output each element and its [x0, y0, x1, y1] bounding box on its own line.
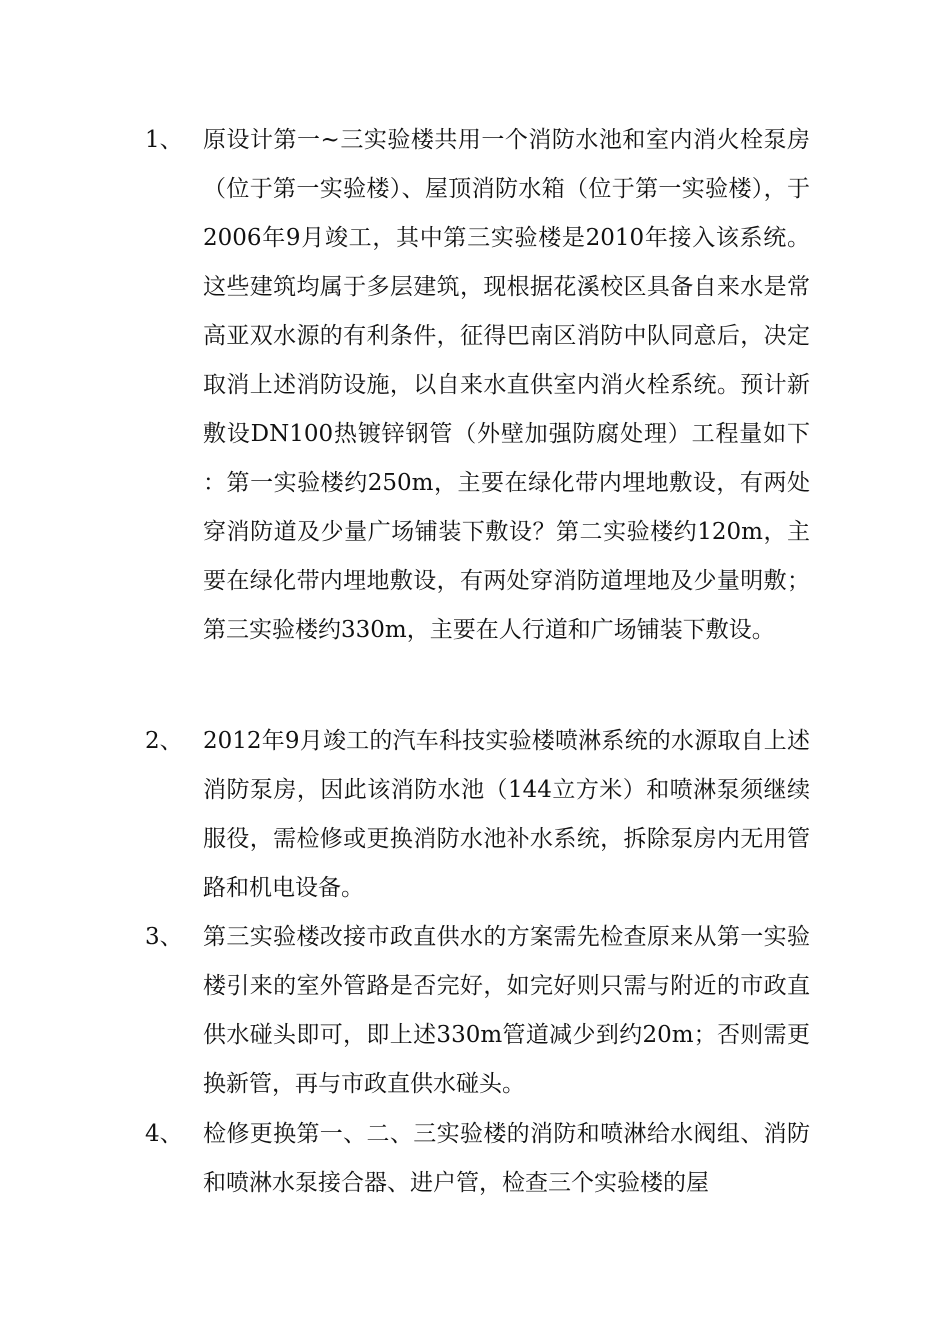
item-text: 原设计第一~三实验楼共用一个消防水池和室内消火栓泵房（位于第一实验楼）、屋顶消防水箱（位于第一实验楼），于2006年9月竣工，其中第三实验楼是2010年接入该系统。这些建筑均属于多层建筑，现根据花溪校区具备自来水是常高亚双水源的有利条件，征得巴南区消防中队同意后，决定取消上述消防设施，以自来水直供室内消火栓系统。预计新敷设DN100热镀锌钢管（外壁加强防腐处理）工程量如下：第一实验楼约250m，主要在绿化带内埋地敷设，有两处穿消防道及少量广场铺装下敷设？第二实验楼约120m，主要在绿化带内埋地敷设，有两处穿消防道埋地及少量明敷；第三实验楼约330m，主要在人行道和广场铺装下敷设。 [203, 127, 810, 643]
item-text: 2012年9月竣工的汽车科技实验楼喷淋系统的水源取自上述消防泵房，因此该消防水池（144立方米）和喷淋泵须继续服役，需检修或更换消防水池补水系统，拆除泵房内无用管路和机电设备。 [203, 728, 810, 901]
item-number: 3、 [145, 924, 183, 950]
list-item [145, 717, 810, 913]
list-item [145, 1110, 810, 1208]
list-item [145, 116, 810, 655]
item-number: 1、 [145, 127, 183, 153]
item-number: 4、 [145, 1121, 183, 1147]
item-text: 检修更换第一、二、三实验楼的消防和喷淋给水阀组、消防和喷淋水泵接合器、进户管，检查三个实验楼的屋 [203, 1121, 810, 1196]
list-item [145, 913, 810, 1109]
item-number: 2、 [145, 728, 183, 754]
item-text: 第三实验楼改接市政直供水的方案需先检查原来从第一实验楼引来的室外管路是否完好，如完好则只需与附近的市政直供水碰头即可，即上述330m管道减少到约20m；否则需更换新管，再与市政直供水碰头。 [203, 924, 810, 1097]
